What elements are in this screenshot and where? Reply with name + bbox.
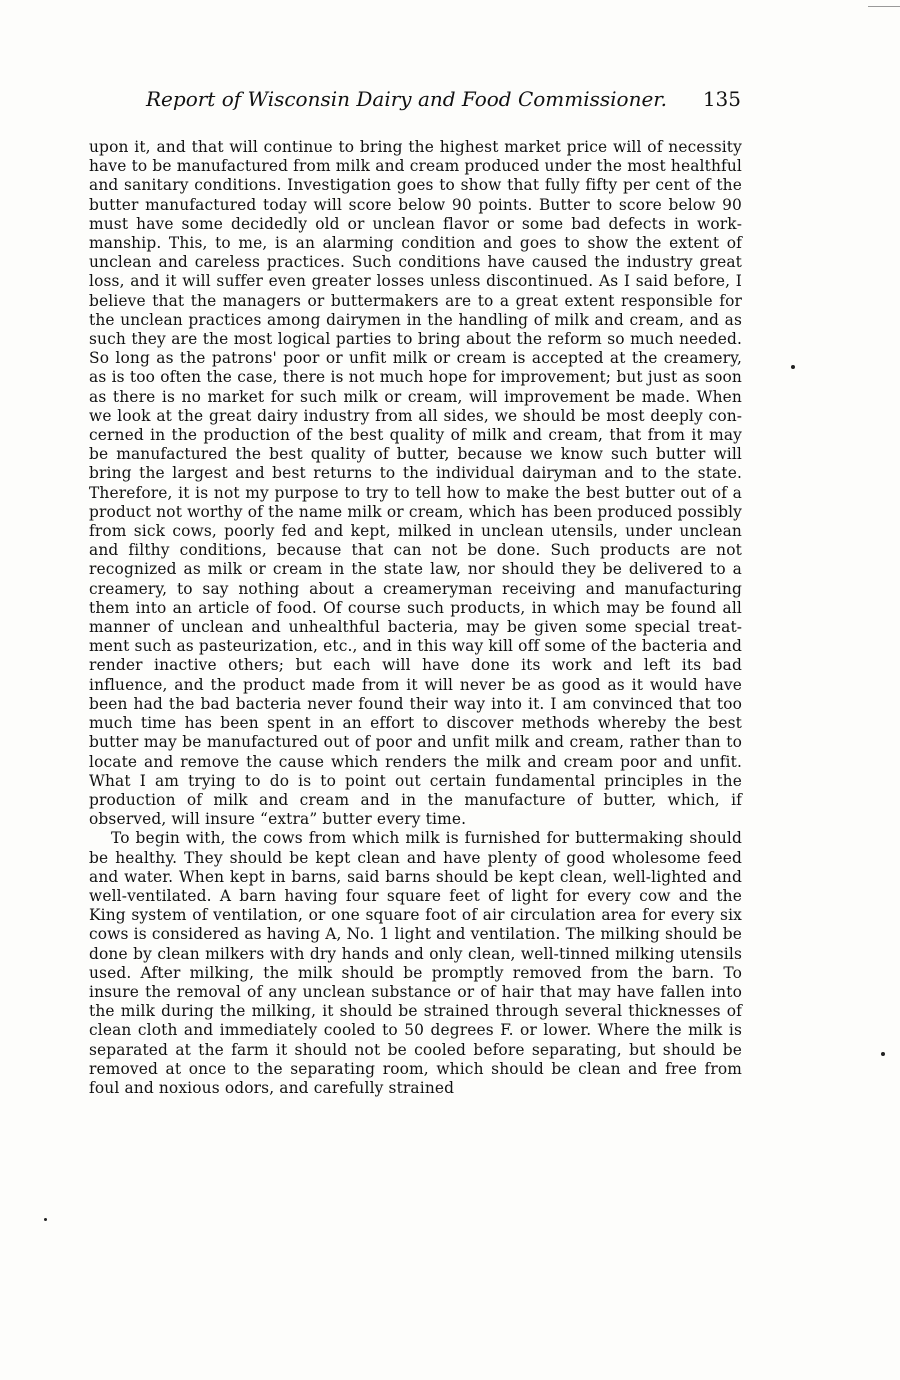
scan-speck — [791, 365, 795, 369]
running-header-title: Report of Wisconsin Dairy and Food Commissioner. — [146, 87, 668, 111]
scan-speck — [44, 1218, 47, 1221]
page-number: 135 — [702, 87, 741, 111]
running-header — [146, 86, 741, 112]
page-edge-mark — [868, 6, 900, 7]
paragraph-2: To begin with, the cows from which milk is furnished for buttermaking should be healthy. They should be kept clean and have plenty of good wholesome feed and water. When kept in barns, said barns should be kept clean, well-lighted and well-ventilated. A barn having four square feet of light for every cow and the King system of ventilation, or one square foot of air circulation area for every six cows is considered as having A, No. 1 light and ventilation. The milking should be done by clean milkers with dry hands and only clean, well-tinned milking utensils used. After milking, the milk should be promptly removed from the barn. To insure the removal of any unclean substance or of hair that may have fallen into the milk during the milking, it should be strained through several thicknesses of clean cloth and immediately cooled to 50 degrees F. or lower. Where the milk is separated at the farm it should not be cooled before separating, but should be removed at once to the separating room, which should be clean and free from foul and noxious odors, and carefully strained — [89, 829, 742, 1097]
body-text — [89, 138, 742, 1098]
paragraph-1: upon it, and that will continue to bring the highest market price will of necessity have to be manufactured from milk and cream produced under the most healthful and sanitary conditions. Investigation goes to show that fully fifty per cent of the butter manufactured today will score below 90 points. Butter to score below 90 must have some decidedly old or unclean flavor or some bad defects in workmanship. This, to me, is an alarming condition and goes to show the extent of unclean and careless practices. Such conditions have caused the industry great loss, and it will suffer even greater losses unless discontinued. As I said before, I believe that the managers or buttermakers are to a great extent responsible for the unclean practices among dairymen in the handling of milk and cream, and as such they are the most logical parties to bring about the reform so much needed. So long as the patrons' poor or unfit milk or cream is accepted at the creamery, as is too often the case, there is not much hope for improvement; but just as soon as there is no market for such milk or cream, will improvement be made. When we look at the great dairy industry from all sides, we should be most deeply concerned in the production of the best quality of milk and cream, that from it may be manufactured the best quality of butter, because we know such butter will bring the largest and best returns to the individual dairyman and to the state. Therefore, it is not my purpose to try to tell how to make the best butter out of a product not worthy of the name milk or cream, which has been produced possibly from sick cows, poorly fed and kept, milked in unclean utensils, under unclean and filthy conditions, because that can not be done. Such products are not recognized as milk or cream in the state law, nor should they be delivered to a creamery, to say nothing about a creameryman receiving and manufacturing them into an article of food. Of course such products, in which may be found all manner of unclean and unhealthful bacteria, may be given some special treatment such as pasteurization, etc., and in this way kill off some of the bacteria and render inactive others; but each will have done its work and left its bad influence, and the product made from it will never be as good as it would have been had the bad bacteria never found their way into it. I am convinced that too much time has been spent in an effort to discover methods whereby the best butter may be manufactured out of poor and unfit milk and cream, rather than to locate and remove the cause which renders the milk and cream poor and unfit. What I am trying to do is to point out certain fundamental principles in the production of milk and cream and in the manufacture of butter, which, if observed, will insure “extra” butter every time. — [89, 138, 742, 829]
scan-speck — [881, 1052, 885, 1056]
